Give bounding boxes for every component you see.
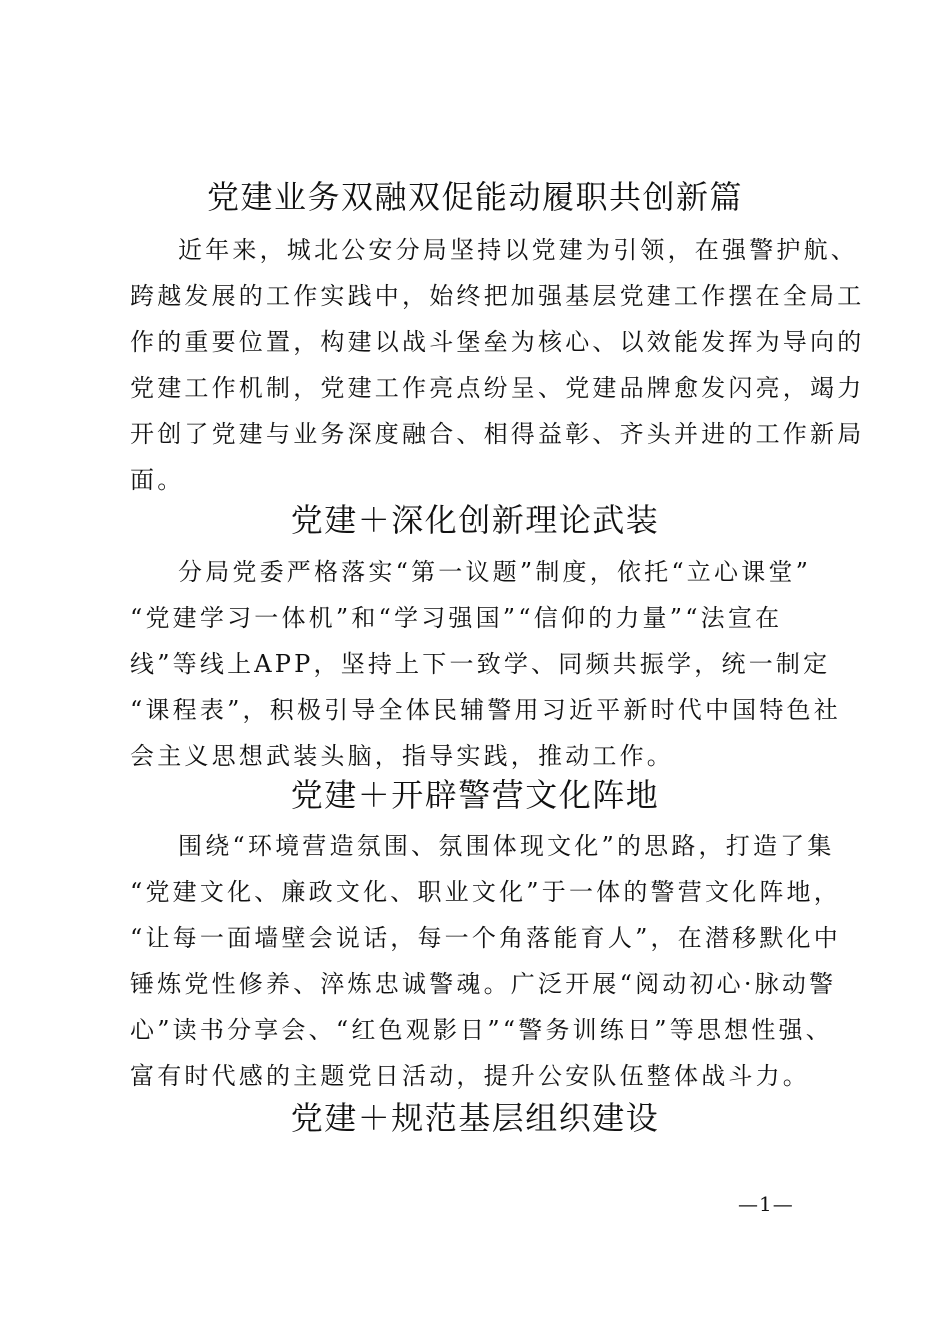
section-theory-line-2: “党建学习一体机”和“学习强国”“信仰的力量”“法宣在 <box>130 604 783 632</box>
section-culture-line-3: “让每一面墙壁会说话，每一个角落能育人”，在潜移默化中 <box>130 924 841 952</box>
section-heading-theory: 党建＋深化创新理论武装 <box>290 501 660 539</box>
intro-line-6: 面。 <box>130 466 185 494</box>
section-culture-line-4: 锤炼党性修养、淬炼忠诚警魂。广泛开展“阅动初心·脉动警 <box>130 970 837 998</box>
section-culture-line-2: “党建文化、廉政文化、职业文化”于一体的警营文化阵地， <box>130 878 841 906</box>
section-theory-line-4: “课程表”，积极引导全体民辅警用习近平新时代中国特色社 <box>130 696 841 724</box>
section-culture-line-1: 围绕“环境营造氛围、氛围体现文化”的思路，打造了集 <box>178 832 835 860</box>
document-title: 党建业务双融双促能动履职共创新篇 <box>206 178 743 216</box>
section-culture-line-5: 心”读书分享会、“红色观影日”“警务训练日”等思想性强、 <box>130 1016 833 1044</box>
intro-line-3: 作的重要位置，构建以战斗堡垒为核心、以效能发挥为导向的 <box>130 328 865 356</box>
section-theory-line-5: 会主义思想武装头脑，指导实践，推动工作。 <box>130 742 674 770</box>
page-number: —1— <box>738 1192 794 1216</box>
section-heading-organization: 党建＋规范基层组织建设 <box>290 1099 660 1137</box>
intro-line-2: 跨越发展的工作实践中，始终把加强基层党建工作摆在全局工 <box>130 282 865 310</box>
section-theory-line-1: 分局党委严格落实“第一议题”制度，依托“立心课堂” <box>178 558 812 586</box>
intro-line-4: 党建工作机制，党建工作亮点纷呈、党建品牌愈发闪亮，竭力 <box>130 374 865 402</box>
intro-line-5: 开创了党建与业务深度融合、相得益彰、齐头并进的工作新局 <box>130 420 865 448</box>
section-heading-culture: 党建＋开辟警营文化阵地 <box>290 776 660 814</box>
section-culture-line-6: 富有时代感的主题党日活动，提升公安队伍整体战斗力。 <box>130 1062 810 1090</box>
intro-line-1: 近年来，城北公安分局坚持以党建为引领，在强警护航、 <box>178 236 858 264</box>
section-theory-line-3: 线”等线上APP，坚持上下一致学、同频共振学，统一制定 <box>130 650 831 678</box>
